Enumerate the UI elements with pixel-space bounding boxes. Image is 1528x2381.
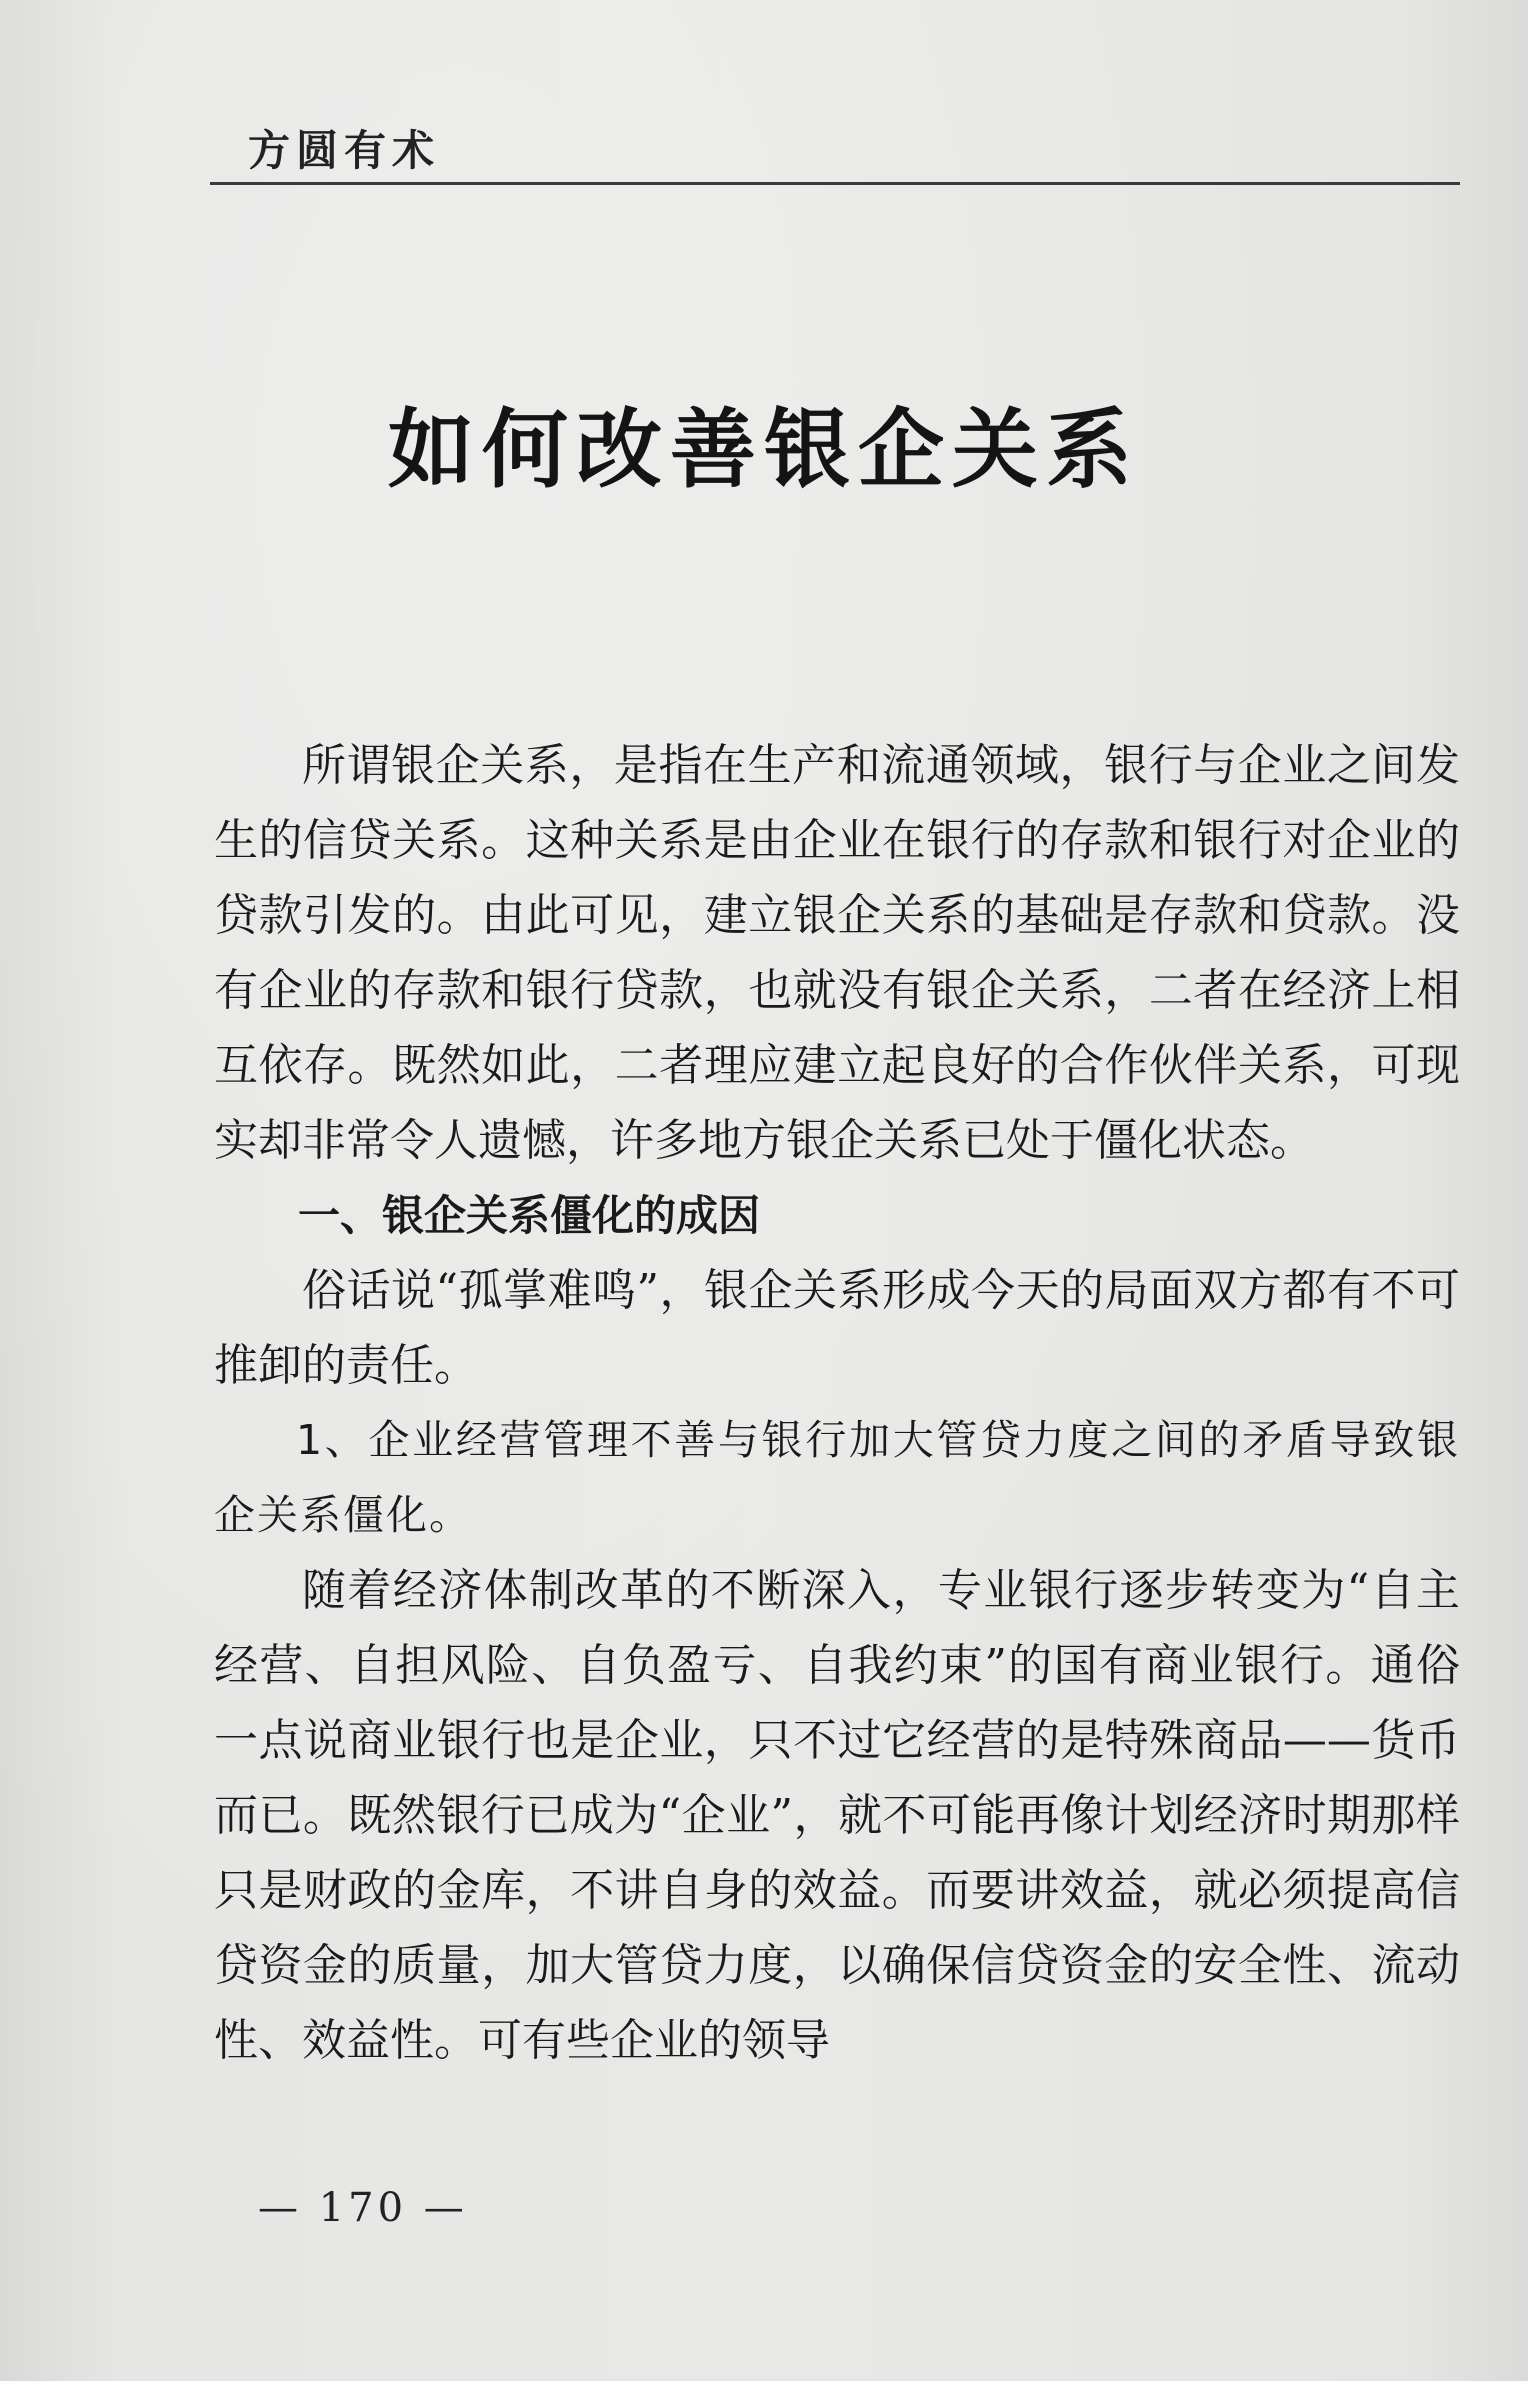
page-number: — 170 —	[258, 2185, 468, 2231]
article-title: 如何改善银企关系	[388, 399, 1140, 500]
running-head: 方圆有术	[248, 126, 441, 175]
section-heading: 一、银企关系僵化的成因	[298, 1191, 761, 1240]
paragraph-proverb: 俗话说“孤掌难鸣”，银企关系形成今天的局面双方都有不可推卸的责任。	[214, 1265, 1460, 1391]
header-rule	[210, 182, 1460, 185]
article-body	[214, 728, 1460, 2078]
subsection-heading: 1、企业经营管理不善与银行加大管贷力度之间的矛盾导致银企关系僵化。	[214, 1416, 1460, 1539]
paragraph-intro: 所谓银企关系，是指在生产和流通领域，银行与企业之间发生的信贷关系。这种关系是由企业在银行的存款和银行对企业的贷款引发的。由此可见，建立银企关系的基础是存款和贷款。没有企业的存款和银行贷款，也就没有银企关系，二者在经济上相互依存。既然如此，二者理应建立起良好的合作伙伴关系，可现实却非常令人遗憾，许多地方银企关系已处于僵化状态。	[214, 740, 1460, 1166]
paragraph-reform: 随着经济体制改革的不断深入，专业银行逐步转变为“自主经营、自担风险、自负盈亏、自我约束”的国有商业银行。通俗一点说商业银行也是企业，只不过它经营的是特殊商品——货币而已。既然银行已成为“企业”，就不可能再像计划经济时期那样只是财政的金库，不讲自身的效益。而要讲效益，就必须提高信贷资金的质量，加大管贷力度，以确保信贷资金的安全性、流动性、效益性。可有些企业的领导	[214, 1565, 1460, 2066]
